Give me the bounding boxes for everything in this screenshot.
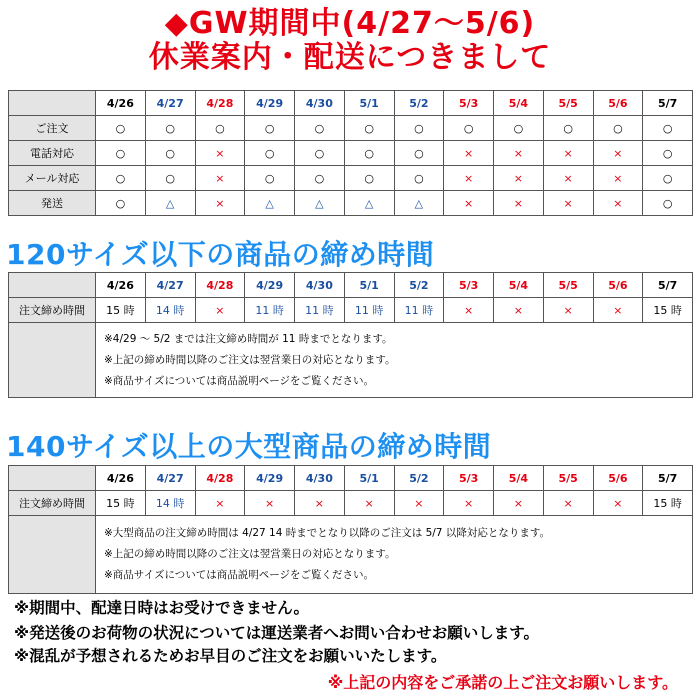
- footer-note: ※期間中、配達日時はお受けできません。: [14, 599, 309, 617]
- status-cell: ○: [245, 166, 295, 191]
- date-header: 4/29: [245, 273, 295, 298]
- date-header: 5/5: [543, 466, 593, 491]
- footer-emphasis: ※上記の内容をご承諾の上ご注文お願いします。: [327, 673, 678, 692]
- date-header: 5/6: [593, 91, 643, 116]
- date-header: 5/1: [344, 273, 394, 298]
- cutoff-cell: ×: [543, 298, 593, 323]
- date-header: 5/5: [543, 91, 593, 116]
- header-corner: [9, 466, 96, 491]
- date-header: 5/2: [394, 273, 444, 298]
- cutoff-row: [9, 491, 693, 516]
- row-label: 発送: [9, 191, 96, 216]
- date-header: 5/7: [643, 91, 693, 116]
- date-header: 5/4: [494, 466, 544, 491]
- footer-note: ※混乱が予想されるためお早目のご注文をお願いいたします。: [14, 647, 447, 665]
- schedule-table: [8, 90, 693, 216]
- large-items-table: [8, 465, 693, 594]
- status-cell: ○: [593, 116, 643, 141]
- date-header: 5/3: [444, 91, 494, 116]
- cutoff-cell: 15 時: [96, 298, 146, 323]
- status-cell: ○: [394, 166, 444, 191]
- status-cell: ×: [195, 166, 245, 191]
- cutoff-cell: 11 時: [245, 298, 295, 323]
- status-cell: △: [145, 191, 195, 216]
- cutoff-cell: 14 時: [145, 491, 195, 516]
- status-cell: ×: [543, 191, 593, 216]
- status-cell: ○: [344, 141, 394, 166]
- notes-label-cell: [9, 323, 96, 398]
- header-corner: [9, 273, 96, 298]
- status-cell: ○: [145, 141, 195, 166]
- status-cell: ×: [543, 166, 593, 191]
- date-header: 4/30: [295, 91, 345, 116]
- status-cell: ○: [643, 191, 693, 216]
- note-line: ※4/29 〜 5/2 までは注文締め時間が 11 時までとなります。: [104, 332, 393, 345]
- status-cell: ×: [593, 191, 643, 216]
- date-header: 4/27: [145, 273, 195, 298]
- page-title-line1: ◆GW期間中(4/27〜5/6): [164, 6, 536, 41]
- status-cell: ×: [444, 166, 494, 191]
- cutoff-cell: ×: [593, 491, 643, 516]
- date-header: 4/29: [245, 91, 295, 116]
- cutoff-cell: ×: [195, 298, 245, 323]
- status-cell: ○: [295, 116, 345, 141]
- cutoff-cell: 14 時: [145, 298, 195, 323]
- status-cell: ×: [444, 191, 494, 216]
- notes-label-cell: [9, 516, 96, 594]
- date-header: 5/2: [394, 466, 444, 491]
- status-cell: ○: [295, 166, 345, 191]
- status-cell: ×: [195, 141, 245, 166]
- row-label: 注文締め時間: [9, 491, 96, 516]
- status-cell: ○: [96, 116, 146, 141]
- status-cell: ○: [643, 141, 693, 166]
- cutoff-cell: ×: [245, 491, 295, 516]
- cutoff-cell: 15 時: [96, 491, 146, 516]
- cutoff-cell: ×: [494, 491, 544, 516]
- status-cell: ○: [344, 166, 394, 191]
- date-header: 5/6: [593, 466, 643, 491]
- date-header-row: [9, 466, 693, 491]
- status-cell: ○: [145, 166, 195, 191]
- small-items-heading: 120サイズ以下の商品の締め時間: [6, 238, 435, 271]
- status-cell: ×: [444, 141, 494, 166]
- note-line: ※上記の締め時間以降のご注文は翌営業日の対応となります。: [104, 548, 396, 560]
- cutoff-cell: ×: [344, 491, 394, 516]
- cutoff-cell: ×: [593, 298, 643, 323]
- status-cell: △: [394, 191, 444, 216]
- date-header: 5/5: [543, 273, 593, 298]
- cutoff-cell: ×: [394, 491, 444, 516]
- date-header: 5/1: [344, 466, 394, 491]
- status-cell: ○: [344, 116, 394, 141]
- cutoff-row: [9, 298, 693, 323]
- notes-cell: [96, 323, 693, 398]
- row-label: 電話対応: [9, 141, 96, 166]
- cutoff-cell: ×: [444, 491, 494, 516]
- cutoff-cell: ×: [195, 491, 245, 516]
- note-line: ※商品サイズについては商品説明ページをご覧ください。: [104, 374, 375, 387]
- status-cell: ×: [593, 141, 643, 166]
- cutoff-cell: ×: [494, 298, 544, 323]
- date-header-row: [9, 273, 693, 298]
- status-cell: ○: [643, 116, 693, 141]
- note-line: ※上記の締め時間以降のご注文は翌営業日の対応となります。: [104, 353, 396, 366]
- status-cell: ×: [195, 191, 245, 216]
- date-header: 4/28: [195, 466, 245, 491]
- date-header: 4/26: [96, 466, 146, 491]
- page-title-line2: 休業案内・配送につきまして: [148, 40, 552, 75]
- schedule-row: [9, 116, 693, 141]
- notes-cell: [96, 516, 693, 594]
- date-header: 4/30: [295, 273, 345, 298]
- date-header: 5/7: [643, 466, 693, 491]
- status-cell: ×: [494, 191, 544, 216]
- cutoff-cell: 15 時: [643, 491, 693, 516]
- date-header: 4/30: [295, 466, 345, 491]
- status-cell: △: [245, 191, 295, 216]
- cutoff-cell: 11 時: [394, 298, 444, 323]
- cutoff-cell: 15 時: [643, 298, 693, 323]
- status-cell: △: [295, 191, 345, 216]
- date-header: 4/28: [195, 273, 245, 298]
- header-corner: [9, 91, 96, 116]
- cutoff-cell: ×: [444, 298, 494, 323]
- status-cell: ○: [245, 141, 295, 166]
- cutoff-cell: 11 時: [344, 298, 394, 323]
- date-header: 4/27: [145, 466, 195, 491]
- status-cell: ○: [494, 116, 544, 141]
- row-label: 注文締め時間: [9, 298, 96, 323]
- status-cell: ○: [394, 141, 444, 166]
- date-header: 4/29: [245, 466, 295, 491]
- row-label: ご注文: [9, 116, 96, 141]
- status-cell: ○: [543, 116, 593, 141]
- schedule-row: [9, 191, 693, 216]
- status-cell: ○: [394, 116, 444, 141]
- date-header: 5/3: [444, 466, 494, 491]
- small-items-table: [8, 272, 693, 398]
- status-cell: ×: [494, 166, 544, 191]
- date-header: 5/6: [593, 273, 643, 298]
- status-cell: ○: [195, 116, 245, 141]
- date-header: 4/26: [96, 91, 146, 116]
- status-cell: △: [344, 191, 394, 216]
- footer-note: ※発送後のお荷物の状況については運送業者へお問い合わせお願いします。: [14, 624, 540, 642]
- row-label: メール対応: [9, 166, 96, 191]
- status-cell: ○: [245, 116, 295, 141]
- status-cell: ○: [96, 141, 146, 166]
- schedule-row: [9, 141, 693, 166]
- date-header: 5/4: [494, 91, 544, 116]
- status-cell: ○: [96, 191, 146, 216]
- status-cell: ×: [593, 166, 643, 191]
- large-items-heading: 140サイズ以上の大型商品の締め時間: [6, 430, 492, 463]
- status-cell: ○: [96, 166, 146, 191]
- cutoff-cell: ×: [295, 491, 345, 516]
- date-header: 4/28: [195, 91, 245, 116]
- date-header: 5/4: [494, 273, 544, 298]
- status-cell: ×: [543, 141, 593, 166]
- status-cell: ○: [643, 166, 693, 191]
- date-header: 5/2: [394, 91, 444, 116]
- notes-row: [9, 516, 693, 594]
- status-cell: ○: [145, 116, 195, 141]
- date-header-row: [9, 91, 693, 116]
- note-line: ※商品サイズについては商品説明ページをご覧ください。: [104, 569, 375, 581]
- cutoff-cell: ×: [543, 491, 593, 516]
- date-header: 5/7: [643, 273, 693, 298]
- notes-row: [9, 323, 693, 398]
- status-cell: ○: [295, 141, 345, 166]
- date-header: 5/1: [344, 91, 394, 116]
- date-header: 5/3: [444, 273, 494, 298]
- date-header: 4/26: [96, 273, 146, 298]
- status-cell: ×: [494, 141, 544, 166]
- schedule-row: [9, 166, 693, 191]
- note-line: ※大型商品の注文締め時間は 4/27 14 時までとなり以降のご注文は 5/7 以降対応となります。: [104, 527, 550, 539]
- cutoff-cell: 11 時: [295, 298, 345, 323]
- status-cell: ○: [444, 116, 494, 141]
- date-header: 4/27: [145, 91, 195, 116]
